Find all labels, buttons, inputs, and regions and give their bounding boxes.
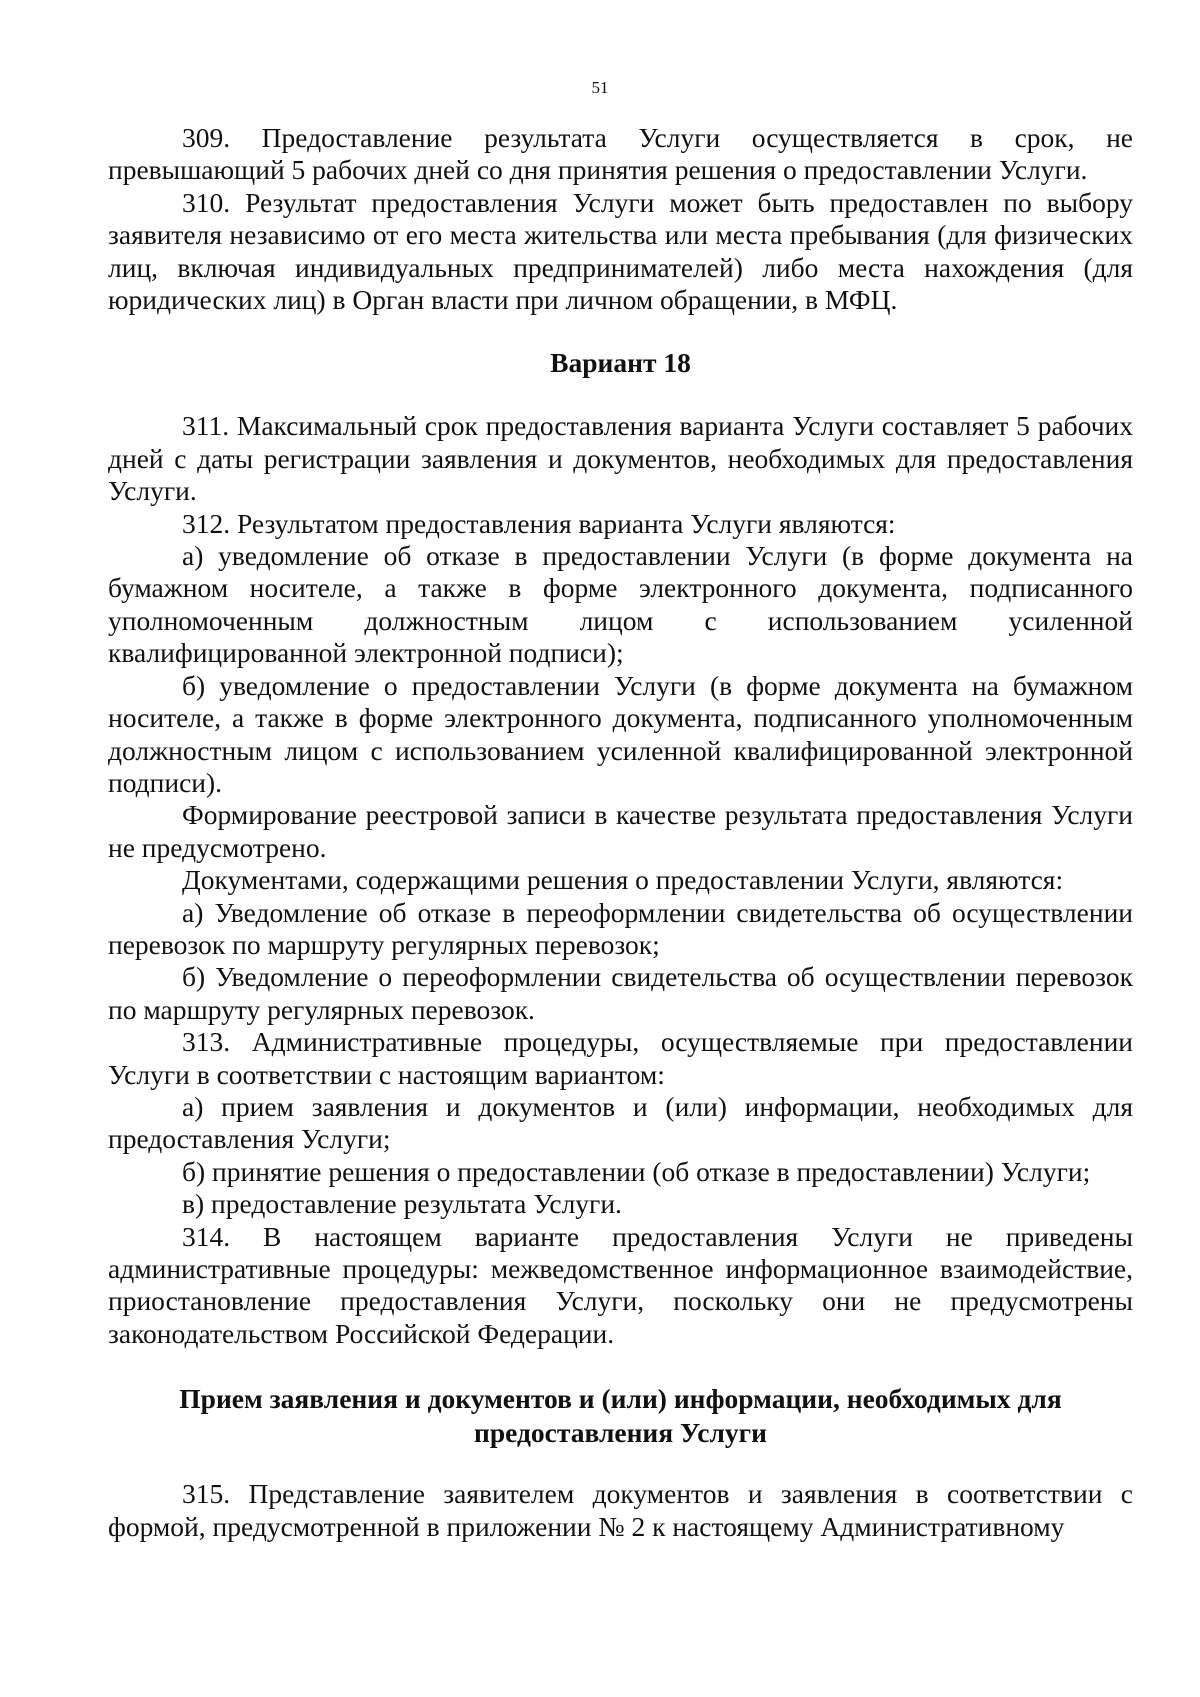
paragraph-313-b: б) принятие решения о предоставлении (об отказе в предоставлении) Услуги; bbox=[182, 1155, 1091, 1187]
paragraph-312-a: а) уведомление об отказе в предоставлении Услуги (в форме документа на бумажном носителе, а также в форме электронного документа, подписанного уполномоченным должностным лицом с использованием усиленной квалифицированной электронной подписи); bbox=[108, 540, 1133, 669]
paragraph-312: 312. Результатом предоставления варианта Услуги являются: bbox=[182, 507, 896, 539]
document-body bbox=[108, 122, 1133, 1543]
paragraph-decision-a: а) Уведомление об отказе в переоформлении свидетельства об осуществлении перевозок по маршруту регулярных перевозок; bbox=[108, 896, 1133, 960]
paragraph-313: 313. Административные процедуры, осуществляемые при предоставлении Услуги в соответствии с настоящим вариантом: bbox=[108, 1026, 1133, 1090]
paragraph-315: 315. Представление заявителем документов и заявления в соответствии с формой, предусмотренной в приложении № 2 к настоящему Административному bbox=[108, 1478, 1133, 1542]
paragraph-309: 309. Предоставление результата Услуги осуществляется в срок, не превышающий 5 рабочих дней со дня принятия решения о предоставлении Услуги. bbox=[108, 122, 1133, 186]
page-number: 51 bbox=[591, 78, 609, 97]
paragraph-311: 311. Максимальный срок предоставления варианта Услуги составляет 5 рабочих дней с даты регистрации заявления и документов, необходимых для предоставления Услуги. bbox=[108, 410, 1133, 507]
heading-variant-18: Вариант 18 bbox=[550, 347, 691, 379]
paragraph-313-c: в) предоставление результата Услуги. bbox=[182, 1188, 622, 1220]
paragraph-registry-note: Формирование реестровой записи в качестве результата предоставления Услуги не предусмотрено. bbox=[108, 799, 1133, 863]
paragraph-313-a: а) прием заявления и документов и (или) информации, необходимых для предоставления Услуги; bbox=[108, 1090, 1133, 1155]
paragraph-314: 314. В настоящем варианте предоставления Услуги не приведены административные процедуры: межведомственное информационное взаимодействие, приостановление предоставления Услуги, поскольку они не предусмотрены законодательством Российской Федерации. bbox=[108, 1220, 1133, 1349]
paragraph-decision-b: б) Уведомление о переоформлении свидетельства об осуществлении перевозок по маршруту регулярных перевозок. bbox=[108, 961, 1133, 1025]
heading-application-intake: Прием заявления и документов и (или) информации, необходимых для предоставления Услуги bbox=[179, 1383, 1062, 1449]
paragraph-decision-documents: Документами, содержащими решения о предоставлении Услуги, являются: bbox=[182, 864, 1064, 896]
paragraph-310: 310. Результат предоставления Услуги может быть предоставлен по выбору заявителя независимо от его места жительства или места пребывания (для физических лиц, включая индивидуальных предпринимателей) либо места нахождения (для юридических лиц) в Орган власти при личном обращении, в МФЦ. bbox=[108, 186, 1133, 316]
paragraph-312-b: б) уведомление о предоставлении Услуги (в форме документа на бумажном носителе, а также в форме электронного документа, подписанного уполномоченным должностным лицом с использованием усиленной квалифицированной электронной подписи). bbox=[108, 669, 1133, 798]
